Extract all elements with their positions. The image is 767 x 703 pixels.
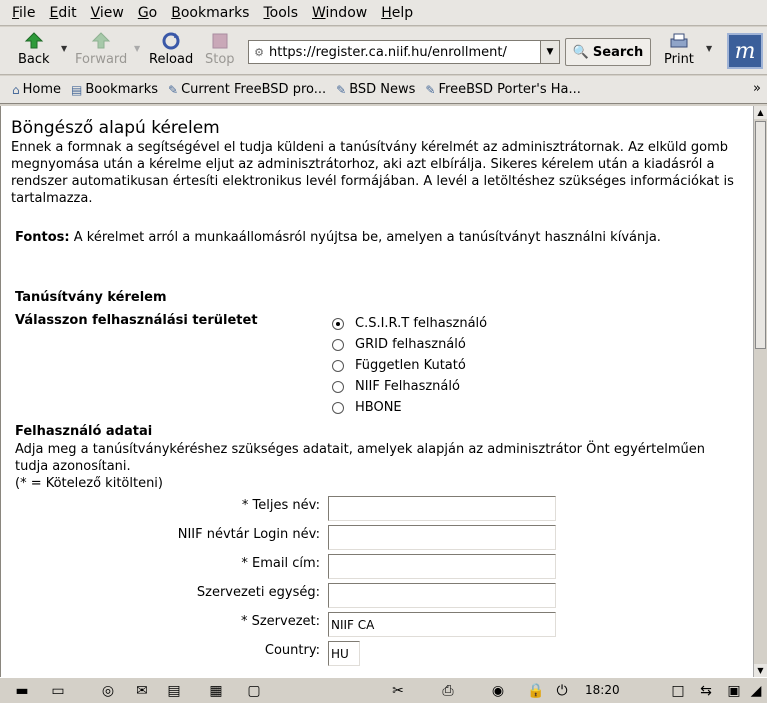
forward-label: Forward <box>75 52 128 67</box>
page-content <box>0 106 753 677</box>
email-input[interactable] <box>328 554 556 579</box>
back-button[interactable] <box>18 30 50 72</box>
radio-icon[interactable] <box>332 402 344 414</box>
radio-icon[interactable] <box>332 339 344 351</box>
option-label: NIIF Felhasználó <box>355 379 460 394</box>
terminal-icon[interactable]: ▬ <box>15 683 29 699</box>
radio-checked-icon[interactable] <box>332 318 344 330</box>
scroll-up-icon[interactable]: ▲ <box>754 106 767 119</box>
settings-icon[interactable]: ✂ <box>392 683 404 699</box>
bookmark-freebsd-projects[interactable] <box>168 82 326 97</box>
search-label: Search <box>592 44 644 60</box>
menu-bookmarks[interactable]: Bookmarks <box>171 4 250 21</box>
home-icon: ⌂ <box>12 82 20 97</box>
volume-icon[interactable]: ◢ <box>750 683 762 699</box>
menu-view[interactable]: View <box>90 4 124 21</box>
bookmark-label: BSD News <box>349 82 416 97</box>
search-icon: 🔍 <box>572 44 589 60</box>
bookmark-link-icon: ✎ <box>168 82 179 97</box>
user-data-note <box>15 441 740 492</box>
org-unit-input[interactable] <box>328 583 556 608</box>
full-name-input[interactable] <box>328 496 556 521</box>
page-title: Böngésző alapú kérelem <box>11 118 220 138</box>
country-input[interactable] <box>328 641 360 666</box>
folder-icon[interactable]: ▭ <box>51 683 65 699</box>
user-data-heading: Felhasználó adatai <box>15 424 153 439</box>
help-icon[interactable]: ◉ <box>491 683 505 699</box>
menu-tools[interactable]: Tools <box>263 4 298 21</box>
intro-text: Ennek a formnak a segítségével el tudja küldeni a tanúsítvány kérelmét az adminisztrátornak. Az elküld gomb megnyomása után a kérelme eljut az adminisztrátorhoz, aki azt elbírálja. Sikeres kérelem után a kiadásról a rendszer automatikusan értesíti elektronikus levél formájában. A levél a letöltéshez szükséges információkat is tartalmazza. <box>11 140 734 206</box>
option-label: Független Kutató <box>355 358 466 373</box>
bookmark-label: Home <box>22 82 62 97</box>
usage-option-csirt[interactable] <box>332 316 487 331</box>
bookmark-link-icon: ✎ <box>336 82 347 97</box>
forward-dropdown-icon[interactable]: ▼ <box>134 44 141 53</box>
option-label: C.S.I.R.T felhasználó <box>355 316 488 331</box>
url-bar[interactable] <box>248 40 560 64</box>
logout-icon[interactable]: ⏻ <box>556 683 568 699</box>
printer-tray-icon[interactable]: ⎙ <box>442 683 454 699</box>
scroll-down-icon[interactable]: ▼ <box>754 664 767 677</box>
menu-edit[interactable]: Edit <box>49 4 77 21</box>
forward-button[interactable] <box>75 30 127 72</box>
bookmark-link-icon: ✎ <box>425 82 436 97</box>
print-dropdown-icon[interactable]: ▼ <box>706 44 713 53</box>
url-input[interactable] <box>269 45 537 60</box>
menubar <box>0 0 767 26</box>
search-button[interactable] <box>565 38 651 66</box>
taskbar <box>0 677 767 703</box>
bookmarks-toolbar <box>0 76 767 104</box>
forward-arrow-icon <box>89 30 113 52</box>
important-label: Fontos: <box>15 230 70 245</box>
clock: 18:20 <box>585 683 620 697</box>
radio-icon[interactable] <box>332 360 344 372</box>
bookmark-bookmarks[interactable] <box>71 82 158 97</box>
stop-button[interactable] <box>205 30 235 72</box>
cert-request-heading: Tanúsítvány kérelem <box>15 290 167 305</box>
navigation-toolbar <box>0 27 767 75</box>
stop-label: Stop <box>205 52 235 67</box>
bookmark-bsd-news[interactable] <box>336 82 415 97</box>
usage-area-label: Válasszon felhasználási területet <box>15 313 258 328</box>
scrollbar-thumb[interactable] <box>755 121 766 349</box>
bookmark-label: FreeBSD Porter's Ha... <box>438 82 581 97</box>
vertical-scrollbar[interactable] <box>753 106 767 677</box>
reload-button[interactable] <box>149 30 193 72</box>
menu-go[interactable]: Go <box>137 4 158 21</box>
important-note <box>15 230 661 245</box>
bookmark-freebsd-porters[interactable] <box>425 82 580 97</box>
required-note: (* = Kötelező kitölteni) <box>15 476 163 491</box>
workspace-1-icon[interactable]: ▦ <box>209 683 223 699</box>
print-button[interactable] <box>664 30 694 72</box>
important-text: A kérelmet arról a munkaállomásról nyújtsa be, amelyen a tanúsítványt használni kívánja. <box>73 230 661 245</box>
organization-label: * Szervezet: <box>240 614 320 629</box>
full-name-label: * Teljes név: <box>241 498 320 513</box>
login-name-input[interactable] <box>328 525 556 550</box>
usage-option-niif[interactable] <box>332 379 460 394</box>
bookmark-label: Current FreeBSD pro... <box>181 82 327 97</box>
email-label: * Email cím: <box>241 556 320 571</box>
org-unit-label: Szervezeti egység: <box>196 585 320 600</box>
usage-option-independent[interactable] <box>332 358 466 373</box>
login-name-label: NIIF névtár Login név: <box>177 527 320 542</box>
url-dropdown-icon[interactable]: ▼ <box>540 41 559 63</box>
user-data-instructions: Adja meg a tanúsítványkéréshez szükséges adatait, amelyek alapján az adminisztrátor Önt egyértelműen tudja azonosítani. <box>15 442 705 474</box>
site-icon: ⚙ <box>254 45 264 59</box>
back-dropdown-icon[interactable]: ▼ <box>61 44 68 53</box>
browser-icon[interactable]: ◎ <box>101 683 115 699</box>
bookmarks-icon: ▤ <box>71 82 83 97</box>
radio-icon[interactable] <box>332 381 344 393</box>
tray-box-icon[interactable]: □ <box>671 683 685 699</box>
back-arrow-icon <box>22 30 46 52</box>
country-label: Country: <box>264 643 320 658</box>
option-label: GRID felhasználó <box>355 337 466 352</box>
lock-icon[interactable]: 🔒 <box>527 683 545 699</box>
display-icon[interactable]: ▣ <box>727 683 741 699</box>
reload-icon <box>159 30 183 52</box>
chevron-right-icon[interactable]: » <box>753 81 761 96</box>
usage-option-grid[interactable] <box>332 337 466 352</box>
network-icon[interactable]: ⇆ <box>700 683 712 699</box>
browser-logo-icon[interactable]: m <box>727 33 763 69</box>
menu-file[interactable]: File <box>12 4 36 21</box>
back-label: Back <box>18 52 50 67</box>
menu-window[interactable]: Window <box>312 4 368 21</box>
reload-label: Reload <box>149 52 194 67</box>
workspace-2-icon[interactable]: ▢ <box>247 683 261 699</box>
mail-icon[interactable]: ✉ <box>136 683 148 699</box>
bookmark-label: Bookmarks <box>85 82 158 97</box>
files-icon[interactable]: ▤ <box>167 683 181 699</box>
option-label: HBONE <box>355 400 402 415</box>
usage-option-hbone[interactable] <box>332 400 402 415</box>
stop-icon <box>208 30 232 52</box>
menu-help[interactable]: Help <box>381 4 414 21</box>
print-label: Print <box>664 52 694 67</box>
printer-icon <box>667 30 691 52</box>
organization-input[interactable] <box>328 612 556 637</box>
bookmark-home[interactable] <box>12 82 61 97</box>
